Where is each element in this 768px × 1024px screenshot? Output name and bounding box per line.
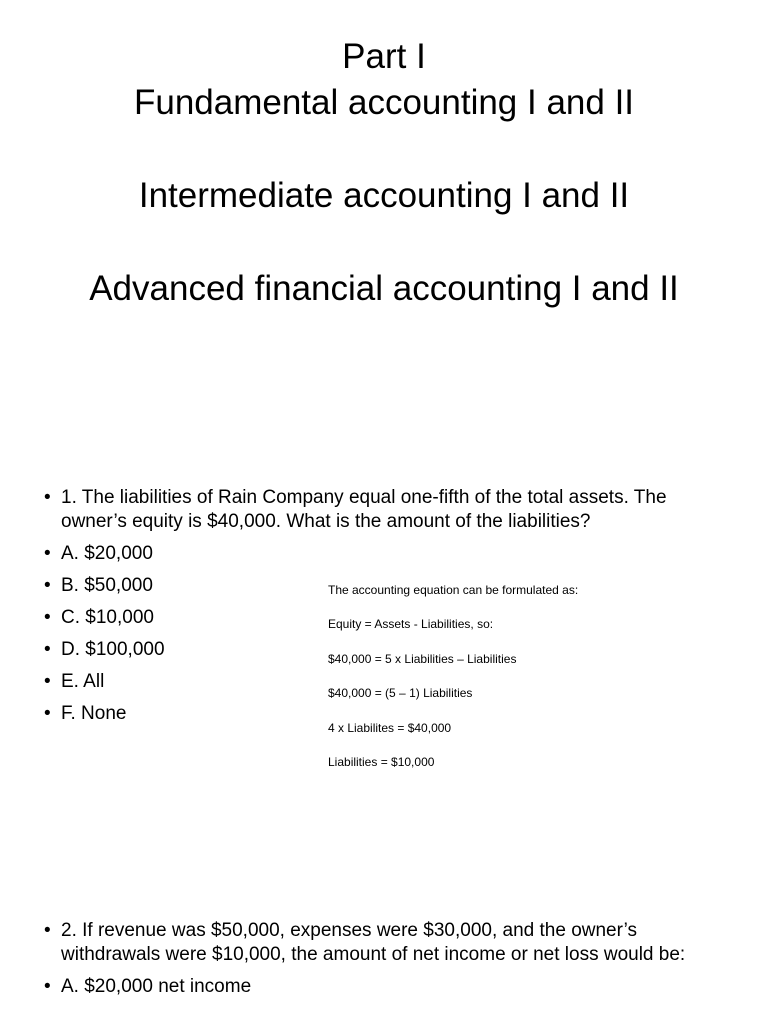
- explanation-line: $40,000 = (5 – 1) Liabilities: [328, 686, 473, 701]
- explanation-line: Equity = Assets - Liabilities, so:: [328, 617, 494, 632]
- question-2-option-a: • A. $20,000 net income: [44, 975, 734, 999]
- title-intermediate: Intermediate accounting I and II: [138, 176, 630, 215]
- question-2-prompt: • 2. If revenue was $50,000, expenses were $30,000, and the owner’s withdrawals were $10,000, the amount of net income or net loss would be:: [44, 919, 734, 967]
- question-1-option-c: • C. $10,000: [44, 606, 734, 630]
- question-1-option-d: • D. $100,000: [44, 638, 734, 662]
- explanation-line: $40,000 = 5 x Liabilities – Liabilities: [328, 651, 517, 666]
- question-1-option-b: • B. $50,000: [44, 574, 734, 598]
- question-1-option-a: • A. $20,000: [44, 542, 734, 566]
- explanation-line: Liabilities = $10,000: [328, 754, 435, 769]
- explanation-line: The accounting equation can be formulated as:: [328, 583, 579, 597]
- title-part: Part I: [342, 37, 426, 76]
- question-1-prompt: • 1. The liabilities of Rain Company equal one-fifth of the total assets. The owner’s equity is $40,000. What is the amount of the liabilities?: [44, 486, 734, 534]
- question-1-option-f: • F. None: [44, 702, 734, 726]
- slide-title: [0, 34, 768, 312]
- title-fundamental: Fundamental accounting I and II: [133, 83, 635, 122]
- explanation-line: 4 x Liabilites = $40,000: [328, 720, 452, 735]
- explanation-block: [328, 582, 578, 788]
- question-2-list: [44, 919, 734, 1007]
- title-advanced: Advanced financial accounting I and II: [89, 269, 679, 308]
- question-1-option-e: • E. All: [44, 670, 734, 694]
